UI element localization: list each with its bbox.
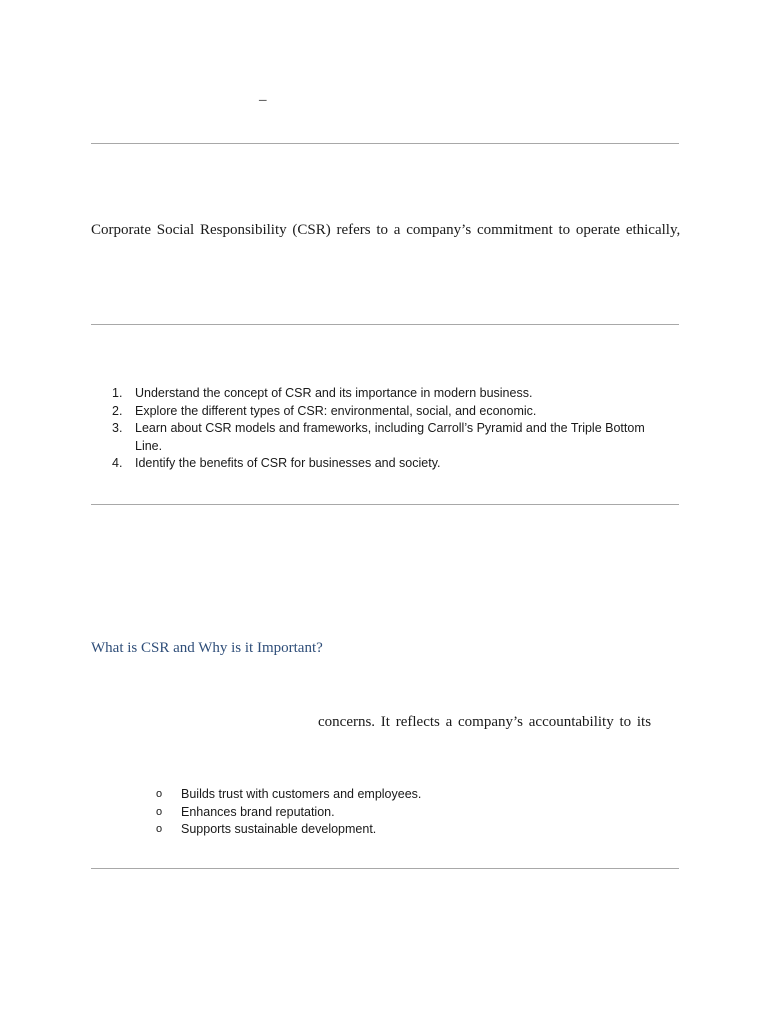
list-item-text: Understand the concept of CSR and its importance in modern business. bbox=[135, 386, 533, 400]
intro-paragraph: Corporate Social Responsibility (CSR) refers to a company’s commitment to operate ethically, bbox=[91, 222, 681, 238]
list-item-text: Enhances brand reputation. bbox=[181, 804, 335, 819]
list-item bbox=[156, 821, 421, 839]
header-dash: – bbox=[259, 92, 267, 108]
list-item bbox=[91, 385, 661, 403]
list-item bbox=[91, 455, 661, 473]
divider-2 bbox=[91, 324, 679, 325]
list-item bbox=[91, 420, 661, 455]
list-item-text: Explore the different types of CSR: environmental, social, and economic. bbox=[135, 403, 537, 418]
list-number: 3. bbox=[112, 421, 123, 435]
list-number: 1. bbox=[112, 386, 123, 400]
divider-1 bbox=[91, 143, 679, 144]
divider-4 bbox=[91, 868, 679, 869]
bullet-circle-icon: o bbox=[156, 805, 163, 818]
list-item-text: Supports sustainable development. bbox=[181, 822, 377, 836]
objectives-list bbox=[91, 385, 661, 473]
list-number: 4. bbox=[112, 456, 123, 470]
list-item-text: Builds trust with customers and employees. bbox=[181, 787, 422, 801]
bullet-circle-icon: o bbox=[156, 823, 163, 835]
list-item-text: Learn about CSR models and frameworks, including Carroll’s Pyramid and the Triple Bottom Line. bbox=[135, 421, 645, 453]
list-item bbox=[156, 786, 421, 804]
list-item-text: Identify the benefits of CSR for businesses and society. bbox=[135, 456, 441, 470]
benefits-list bbox=[156, 786, 421, 839]
list-number: 2. bbox=[112, 403, 123, 418]
section-paragraph-fragment: concerns. It reflects a company’s accountability to its bbox=[318, 714, 652, 730]
list-item bbox=[156, 804, 421, 822]
list-item bbox=[91, 403, 661, 421]
section-heading: What is CSR and Why is it Important? bbox=[91, 640, 323, 656]
divider-3 bbox=[91, 504, 679, 505]
bullet-circle-icon: o bbox=[156, 788, 163, 800]
